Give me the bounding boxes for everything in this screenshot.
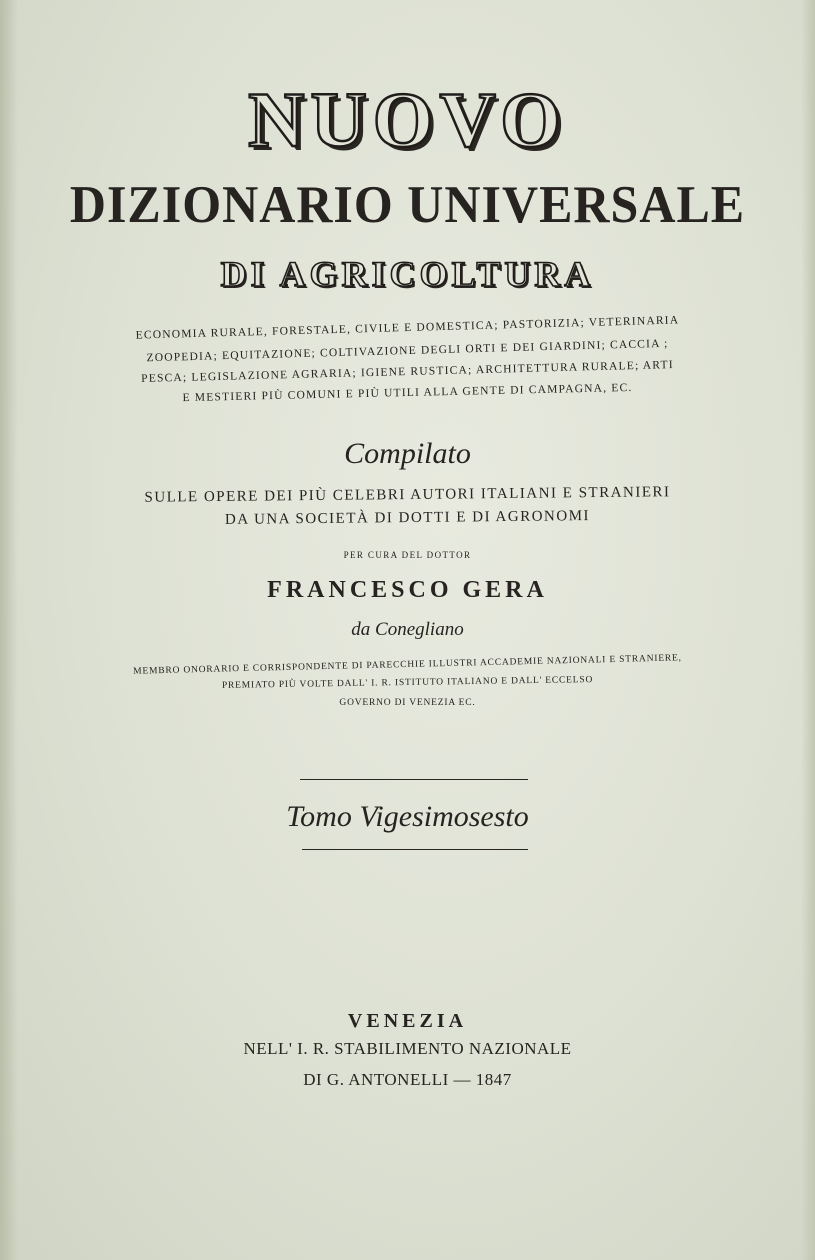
subjects-line: E MESTIERI PIÙ COMUNI E PIÙ UTILI ALLA GENTE DI CAMPAGNA, EC. <box>182 381 633 405</box>
imprint-printer-year: DI G. ANTONELLI — 1847 <box>303 1070 512 1089</box>
compilato-heading: Compilato <box>344 437 471 470</box>
editor-credentials-line: GOVERNO DI VENEZIA EC. <box>339 698 476 708</box>
volume-rule-bottom <box>302 849 528 850</box>
editor-origin: da Conegliano <box>351 619 464 640</box>
subjects-line: PESCA; LEGISLAZIONE AGRARIA; IGIENE RUSTICA; ARCHITETTURA RURALE; ARTI <box>141 359 674 385</box>
editor-intro: PER CURA DEL DOTTOR <box>343 550 472 560</box>
title-di-agricoltura: DI AGRICOLTURA <box>220 254 595 294</box>
editor-credentials-line: MEMBRO ONORARIO E CORRISPONDENTE DI PARECCHIE ILLUSTRI ACCADEMIE NAZIONALI E STRANIERE, <box>133 653 682 677</box>
imprint-publisher: NELL' I. R. STABILIMENTO NAZIONALE <box>243 1039 572 1058</box>
sources-line: DA UNA SOCIETÀ DI DOTTI E DI AGRONOMI <box>224 508 591 528</box>
title-nuovo: NUOVO <box>248 76 567 163</box>
imprint-city: VENEZIA <box>347 1010 468 1032</box>
subjects-line: ECONOMIA RURALE, FORESTALE, CIVILE E DOMESTICA; PASTORIZIA; VETERINARIA <box>135 314 680 342</box>
editor-credentials-line: PREMIATO PIÙ VOLTE DALL' I. R. ISTITUTO ITALIANO E DALL' ECCELSO <box>221 675 594 691</box>
editor-name: FRANCESCO GERA <box>267 577 548 603</box>
subjects-line: ZOOPEDIA; EQUITAZIONE; COLTIVAZIONE DEGLI ORTI E DEI GIARDINI; CACCIA ; <box>146 337 669 365</box>
sources-line: SULLE OPERE DEI PIÙ CELEBRI AUTORI ITALIANI E STRANIERI <box>144 484 671 506</box>
volume-label: Tomo Vigesimosesto <box>286 800 529 833</box>
volume-rule-top <box>300 779 528 780</box>
title-dizionario-universale: DIZIONARIO UNIVERSALE <box>69 174 746 234</box>
